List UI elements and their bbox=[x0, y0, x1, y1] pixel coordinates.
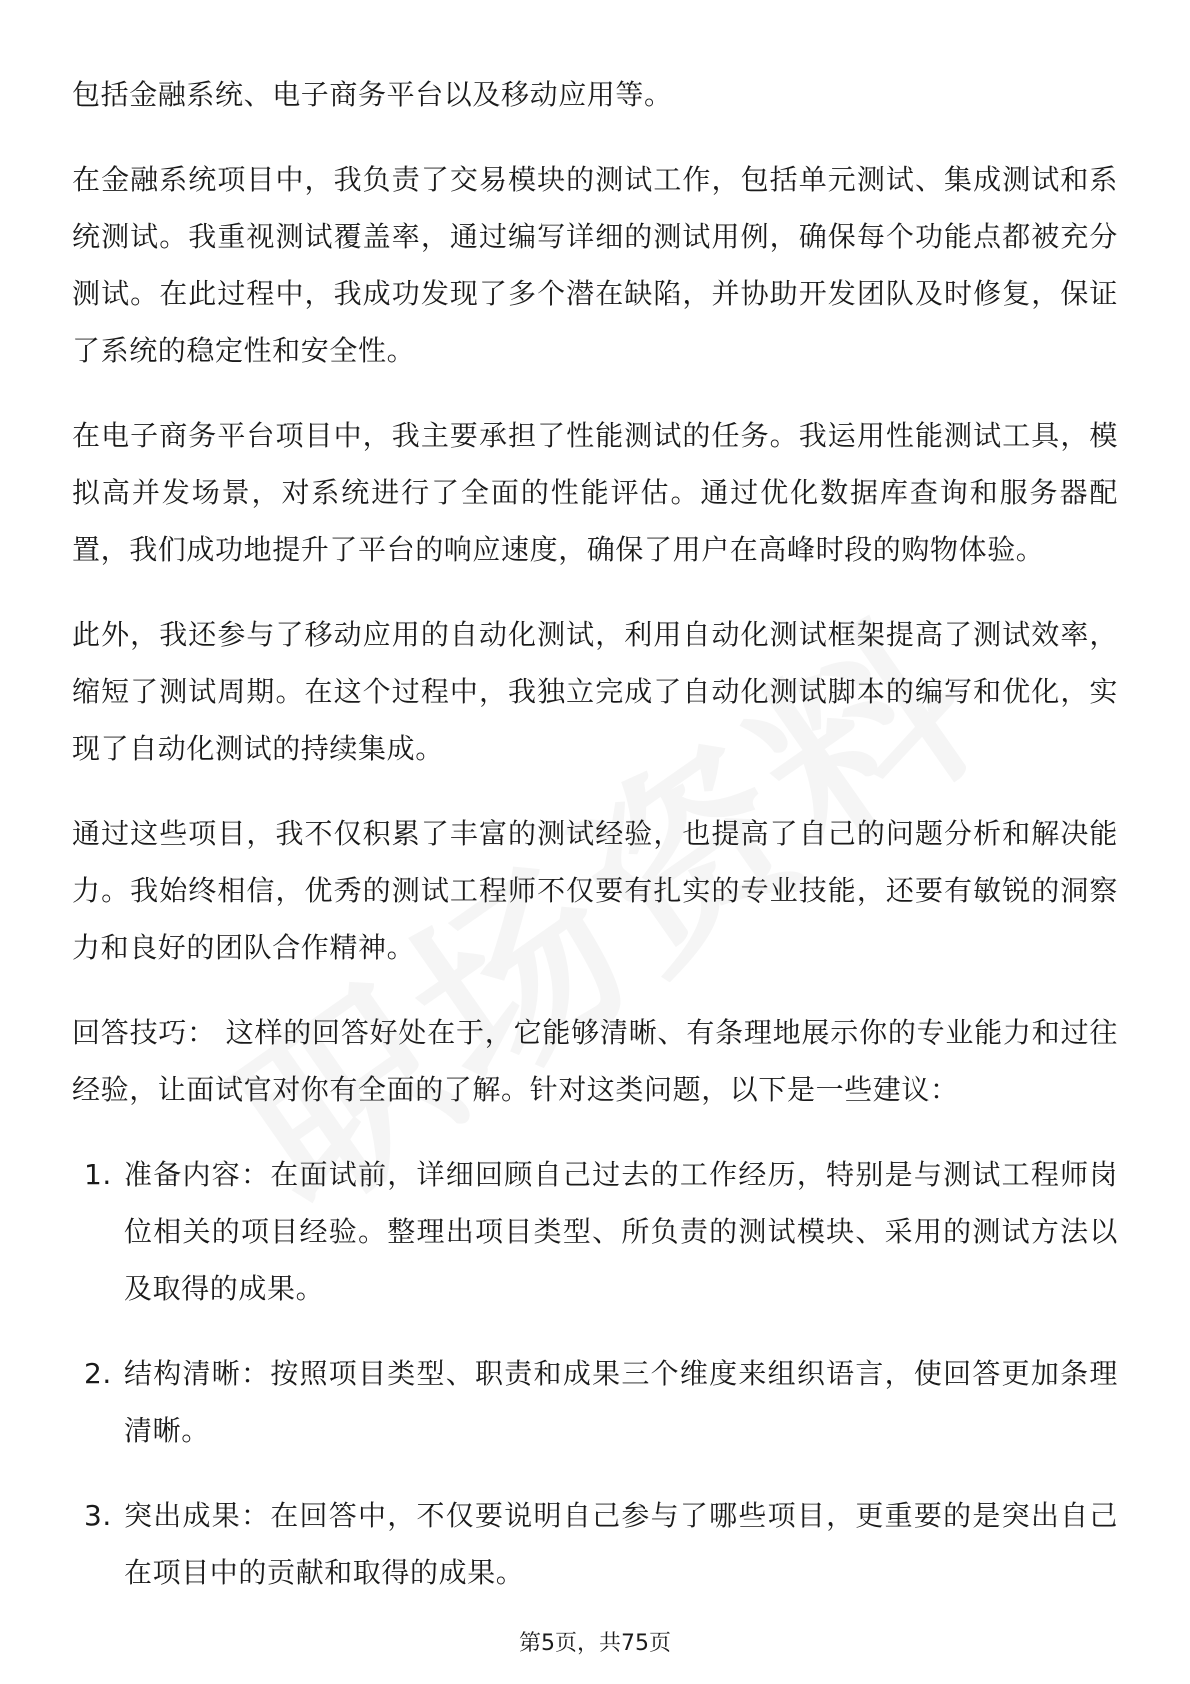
list-item bbox=[72, 1146, 1118, 1317]
list-item-number: 2. bbox=[84, 1357, 112, 1390]
page-number: 第5页，共75页 bbox=[519, 1631, 671, 1656]
paragraph-ecommerce-project: 在电子商务平台项目中，我主要承担了性能测试的任务。我运用性能测试工具，模拟高并发场景，对系统进行了全面的性能评估。通过优化数据库查询和服务器配置，我们成功地提升了平台的响应速度，确保了用户在高峰时段的购物体验。 bbox=[72, 419, 1118, 566]
paragraph-summary: 通过这些项目，我不仅积累了丰富的测试经验，也提高了自己的问题分析和解决能力。我始终相信，优秀的测试工程师不仅要有扎实的专业技能，还要有敏锐的洞察力和良好的团队合作精神。 bbox=[72, 817, 1118, 964]
list-item-text: 结构清晰：按照项目类型、职责和成果三个维度来组织语言，使回答更加条理清晰。 bbox=[124, 1357, 1118, 1447]
paragraph-mobile-project: 此外，我还参与了移动应用的自动化测试，利用自动化测试框架提高了测试效率，缩短了测试周期。在这个过程中，我独立完成了自动化测试脚本的编写和优化，实现了自动化测试的持续集成。 bbox=[72, 618, 1118, 765]
list-item-text: 准备内容：在面试前，详细回顾自己过去的工作经历，特别是与测试工程师岗位相关的项目经验。整理出项目类型、所负责的测试模块、采用的测试方法以及取得的成果。 bbox=[124, 1158, 1118, 1305]
list-item bbox=[72, 1487, 1118, 1601]
page-footer bbox=[0, 1626, 1190, 1657]
page-content bbox=[72, 66, 1118, 1629]
list-item-number: 3. bbox=[84, 1499, 112, 1532]
paragraph-intro: 包括金融系统、电子商务平台以及移动应用等。 bbox=[72, 78, 673, 111]
paragraph-finance-project: 在金融系统项目中，我负责了交易模块的测试工作，包括单元测试、集成测试和系统测试。我重视测试覆盖率，通过编写详细的测试用例，确保每个功能点都被充分测试。在此过程中，我成功发现了多个潜在缺陷，并协助开发团队及时修复，保证了系统的稳定性和安全性。 bbox=[72, 163, 1118, 367]
list-item bbox=[72, 1345, 1118, 1459]
list-item-text: 突出成果：在回答中，不仅要说明自己参与了哪些项目，更重要的是突出自己在项目中的贡献和取得的成果。 bbox=[124, 1499, 1118, 1589]
tips-list bbox=[72, 1146, 1118, 1601]
paragraph-answer-tips: 回答技巧： 这样的回答好处在于，它能够清晰、有条理地展示你的专业能力和过往经验，让面试官对你有全面的了解。针对这类问题，以下是一些建议： bbox=[72, 1016, 1118, 1106]
list-item-number: 1. bbox=[84, 1158, 112, 1191]
